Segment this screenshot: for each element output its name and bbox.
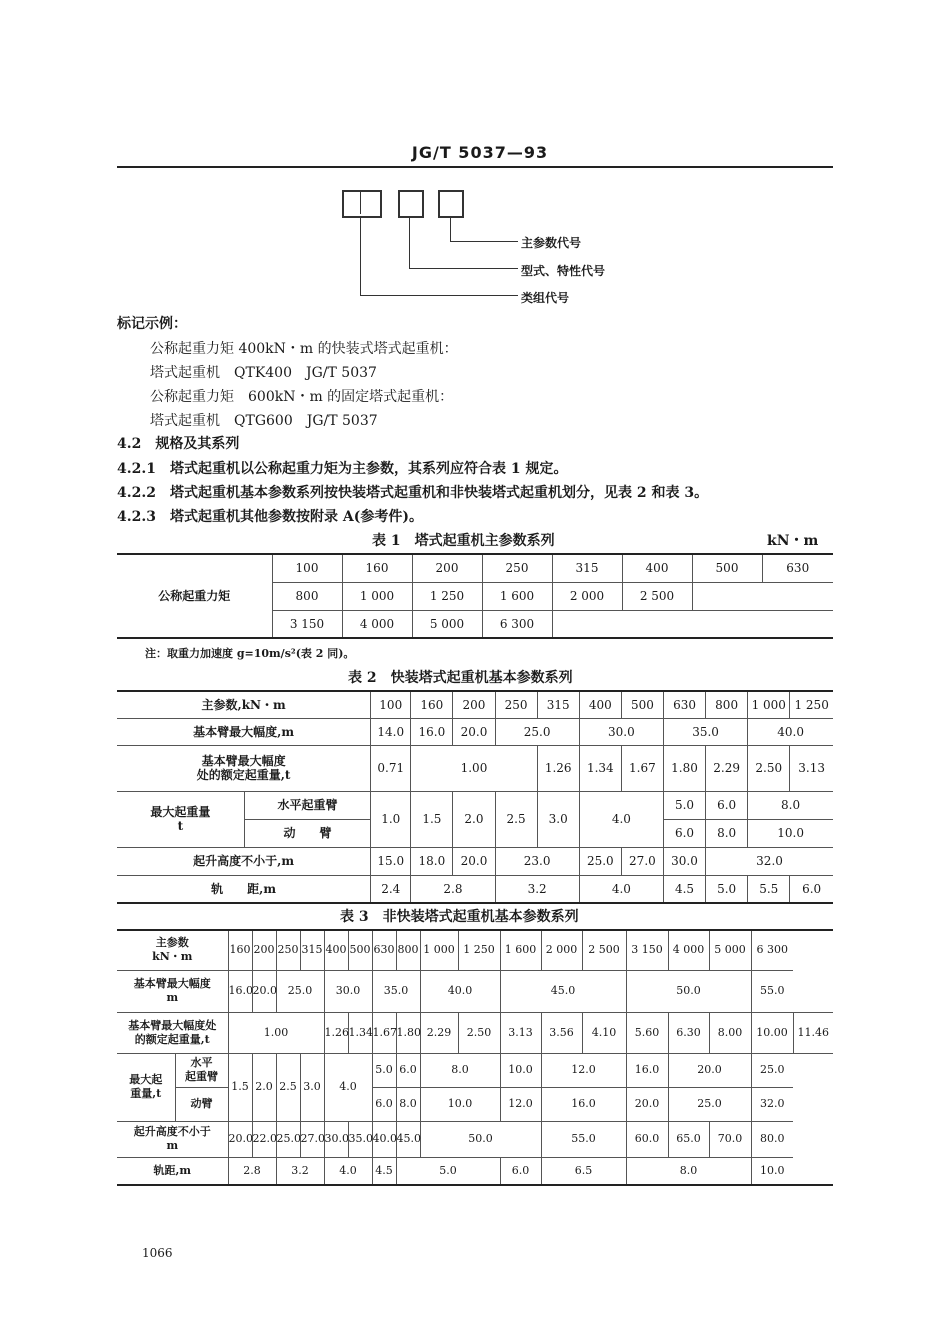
t3-cell: 1 250 [458,930,500,970]
t2-cell: 20.0 [453,847,495,875]
header-rule [117,166,833,168]
t3-label-max-radius-line1: 基本臂最大幅度 [133,977,211,990]
t2-label-track-gauge: 轨 距,m [117,875,371,903]
t3-cell: 4.5 [372,1157,396,1185]
section-item: 4.2.2 塔式起重机基本参数系列按快装塔式起重机和非快装塔式起重机划分，见表 2 和表 3。 [117,485,709,501]
t2-cell: 14.0 [371,718,411,745]
t3-cell: 2.29 [420,1012,458,1053]
table1-cell: 160 [342,554,412,582]
table3 [117,929,833,1186]
t2-label-max-load-unit: t [177,819,184,833]
code-box-3 [438,190,464,218]
t3-cell: 20.0 [626,1087,668,1121]
code-box-1 [342,190,382,218]
t3-cell: 6.0 [396,1053,420,1087]
t2-cell: 8.0 [748,791,833,819]
t2-cell: 3.0 [537,791,579,847]
t2-cell: 15.0 [371,847,411,875]
t3-cell: 315 [300,930,324,970]
t2-cell: 500 [621,691,663,718]
table1-cell: 250 [482,554,552,582]
t2-cell: 160 [411,691,453,718]
t3-cell: 10.0 [751,1157,793,1185]
t3-cell: 55.0 [541,1121,626,1157]
t2-cell: 4.0 [579,875,663,903]
label-group-code: 类组代号 [521,291,570,305]
table1-empty-cell [552,610,833,638]
t3-cell: 1.34 [348,1012,372,1053]
t2-label-rated-load [117,745,371,791]
t3-cell: 45.0 [396,1121,420,1157]
t3-label-luffing-boom: 动臂 [175,1087,228,1121]
example-title: 标记示例： [117,316,187,332]
t2-cell: 200 [453,691,495,718]
table1-cell: 6 300 [482,610,552,638]
table1-cell: 2 000 [552,582,622,610]
t2-cell: 2.0 [453,791,495,847]
t3-label-max-radius-line2: m [166,991,179,1004]
t2-cell: 3.2 [495,875,579,903]
section-item: 4.2.3 塔式起重机其他参数按附录 A(参考件)。 [117,509,423,525]
t2-cell: 8.0 [706,819,748,847]
t3-label-main-param [117,930,228,970]
t3-cell: 32.0 [751,1087,793,1121]
t3-cell: 20.0 [252,970,276,1012]
t3-cell: 1.26 [324,1012,348,1053]
t3-cell: 40.0 [372,1121,396,1157]
t2-cell: 5.0 [663,791,705,819]
t3-label-main-param-line1: 主参数 [155,936,189,950]
t3-label-horizontal-line1: 水平 [190,1056,213,1069]
t2-label-luffing-boom: 动 臂 [244,819,370,847]
t3-cell: 30.0 [324,970,372,1012]
t2-cell: 1.67 [621,745,663,791]
t3-cell: 1.67 [372,1012,396,1053]
t2-cell: 1 000 [748,691,790,718]
table1-cell: 400 [622,554,692,582]
t3-label-max-load-line2: 重量,t [130,1087,162,1100]
t3-cell: 500 [348,930,372,970]
t2-cell: 5.5 [748,875,790,903]
t3-cell: 10.00 [751,1012,793,1053]
t3-cell: 22.0 [252,1121,276,1157]
t2-cell: 23.0 [495,847,579,875]
t3-cell: 35.0 [348,1121,372,1157]
t2-cell: 1 250 [790,691,833,718]
t2-cell: 400 [579,691,621,718]
table1-cell: 800 [272,582,342,610]
t2-cell: 27.0 [621,847,663,875]
t3-cell: 27.0 [300,1121,324,1157]
t3-cell: 50.0 [420,1121,541,1157]
t2-cell: 4.5 [663,875,705,903]
t3-cell: 6.0 [500,1157,541,1185]
table1-cell: 1 600 [482,582,552,610]
leader-line [450,241,518,242]
t3-cell: 16.0 [626,1053,668,1087]
t2-cell: 1.34 [579,745,621,791]
leader-line [360,295,518,296]
t2-cell: 2.29 [706,745,748,791]
t2-cell: 0.71 [371,745,411,791]
code-box-2 [398,190,424,218]
table1-unit: kN・m [767,533,819,549]
t3-cell: 1.80 [396,1012,420,1053]
t3-cell: 16.0 [541,1087,626,1121]
t3-cell: 4.10 [582,1012,626,1053]
table1-cell: 200 [412,554,482,582]
table1-empty-cell [692,582,833,610]
t3-cell: 400 [324,930,348,970]
t3-label-max-radius [117,970,228,1012]
t3-cell: 5.0 [396,1157,500,1185]
t3-cell: 2.50 [458,1012,500,1053]
table1-cell: 315 [552,554,622,582]
t3-cell: 3.0 [300,1053,324,1121]
table1-cell: 5 000 [412,610,482,638]
t2-cell: 2.4 [371,875,411,903]
t2-label-lift-height: 起升高度不小于,m [117,847,371,875]
table1-cell: 3 150 [272,610,342,638]
table2 [117,690,833,904]
t2-label-main-param: 主参数,kN・m [117,691,371,718]
t3-cell: 70.0 [709,1121,751,1157]
t2-cell: 30.0 [579,718,663,745]
t3-cell: 6.0 [372,1087,396,1121]
t3-cell: 4.0 [324,1157,372,1185]
t3-cell: 8.0 [420,1053,500,1087]
table1-cell: 1 000 [342,582,412,610]
t3-cell: 3.56 [541,1012,582,1053]
t2-cell: 6.0 [706,791,748,819]
t3-cell: 5.60 [626,1012,668,1053]
t3-label-track-gauge: 轨距,m [117,1157,228,1185]
t3-cell: 800 [396,930,420,970]
t2-cell: 250 [495,691,537,718]
t3-cell: 8.00 [709,1012,751,1053]
t2-cell: 1.26 [537,745,579,791]
example-line: 塔式起重机 QTG600 JG/T 5037 [150,413,378,429]
section-item: 4.2.1 塔式起重机以公称起重力矩为主参数，其系列应符合表 1 规定。 [117,461,568,477]
t2-label-horizontal-boom: 水平起重臂 [244,791,370,819]
t3-cell: 25.0 [751,1053,793,1087]
t2-cell: 30.0 [663,847,705,875]
t3-label-horizontal-boom [175,1053,228,1087]
table2-caption: 表 2 快装塔式起重机基本参数系列 [348,670,573,686]
t3-cell: 25.0 [276,970,324,1012]
table1-note: 注：取重力加速度 g=10m/s²(表 2 同)。 [145,647,355,660]
t2-cell: 20.0 [453,718,495,745]
t3-label-rated-load-line1: 基本臂最大幅度处 [128,1018,217,1032]
t3-cell: 60.0 [626,1121,668,1157]
code-box-1-divider [360,192,361,214]
t3-cell: 20.0 [668,1053,751,1087]
t2-cell: 10.0 [748,819,833,847]
t2-label-max-load [117,791,244,847]
t3-cell: 2.8 [228,1157,276,1185]
t3-cell: 1.5 [228,1053,252,1121]
section-heading: 4.2 规格及其系列 [117,436,240,452]
table1-row-label: 公称起重力矩 [117,554,272,638]
t2-cell: 315 [537,691,579,718]
t3-cell: 4 000 [668,930,709,970]
t2-cell: 2.8 [411,875,495,903]
leader-line [409,268,518,269]
t3-label-rated-load-line2: 的额定起重量,t [134,1032,210,1046]
t3-cell: 6 300 [751,930,793,970]
t2-cell: 1.0 [371,791,411,847]
table1-caption: 表 1 塔式起重机主参数系列 [372,533,555,549]
t3-cell: 250 [276,930,300,970]
t3-cell: 20.0 [228,1121,252,1157]
example-line: 塔式起重机 QTK400 JG/T 5037 [150,365,377,381]
t2-cell: 18.0 [411,847,453,875]
label-type-code: 型式、特性代号 [521,264,606,278]
label-main-param-code: 主参数代号 [521,236,582,250]
t3-cell: 40.0 [420,970,500,1012]
t3-cell: 45.0 [500,970,626,1012]
t2-cell: 100 [371,691,411,718]
example-line: 公称起重力矩 600kN・m 的固定塔式起重机： [150,389,454,405]
t3-cell: 11.46 [793,1012,833,1053]
t3-label-rated-load [117,1012,228,1053]
t3-cell: 1 600 [500,930,541,970]
t3-label-lift-height [117,1121,228,1157]
t3-cell: 50.0 [626,970,751,1012]
t2-cell: 25.0 [495,718,579,745]
t2-cell: 35.0 [663,718,747,745]
t2-cell: 32.0 [706,847,833,875]
table1-cell: 100 [272,554,342,582]
t2-cell: 1.80 [663,745,705,791]
t3-cell: 4.0 [324,1053,372,1121]
table1-cell: 2 500 [622,582,692,610]
t2-cell: 6.0 [663,819,705,847]
t2-cell: 6.0 [790,875,833,903]
t3-cell: 200 [252,930,276,970]
table1-cell: 630 [762,554,833,582]
t3-cell: 2 500 [582,930,626,970]
t3-cell: 160 [228,930,252,970]
t3-cell: 10.0 [500,1053,541,1087]
t3-cell: 8.0 [396,1087,420,1121]
t3-cell: 2 000 [541,930,582,970]
t2-cell: 1.5 [411,791,453,847]
t3-cell: 5.0 [372,1053,396,1087]
t2-cell: 5.0 [706,875,748,903]
t2-cell: 2.5 [495,791,537,847]
t2-label-max-radius: 基本臂最大幅度,m [117,718,371,745]
table3-caption: 表 3 非快装塔式起重机基本参数系列 [340,909,579,925]
example-line: 公称起重力矩 400kN・m 的快装式塔式起重机： [150,341,458,357]
t3-cell: 8.0 [626,1157,751,1185]
t3-label-main-param-line2: kN・m [152,950,193,964]
t2-label-rated-load-line1: 基本臂最大幅度 [201,754,286,768]
table1-cell: 4 000 [342,610,412,638]
t3-cell: 16.0 [228,970,252,1012]
t3-cell: 3.2 [276,1157,324,1185]
t3-label-max-load-line1: 最大起 [129,1073,163,1086]
t3-cell: 1 000 [420,930,458,970]
t3-label-lift-height-line2: m [166,1139,179,1152]
t3-cell: 35.0 [372,970,420,1012]
table1-cell: 1 250 [412,582,482,610]
t2-cell: 16.0 [411,718,453,745]
t2-cell: 800 [706,691,748,718]
leader-line [360,216,361,296]
leader-line [409,216,410,269]
t3-cell: 55.0 [751,970,793,1012]
t3-cell: 65.0 [668,1121,709,1157]
t3-cell: 80.0 [751,1121,793,1157]
t2-label-max-load-line1: 最大起重量 [150,805,211,819]
t2-cell: 4.0 [579,791,663,847]
t3-cell: 2.5 [276,1053,300,1121]
standard-number: JG/T 5037—93 [411,143,549,162]
t3-label-max-load [117,1053,175,1121]
t2-cell: 630 [663,691,705,718]
t3-cell: 10.0 [420,1087,500,1121]
t3-cell: 3.13 [500,1012,541,1053]
t3-cell: 6.5 [541,1157,626,1185]
t3-cell: 5 000 [709,930,751,970]
t3-cell: 1.00 [228,1012,324,1053]
t3-cell: 12.0 [541,1053,626,1087]
page-number: 1066 [142,1246,173,1260]
t2-cell: 1.00 [411,745,537,791]
t2-cell: 3.13 [790,745,833,791]
t2-label-rated-load-line2: 处的额定起重量,t [196,768,291,782]
t3-cell: 630 [372,930,396,970]
t3-cell: 25.0 [668,1087,751,1121]
t3-label-lift-height-line1: 起升高度不小于 [133,1125,211,1138]
t3-cell: 12.0 [500,1087,541,1121]
t2-cell: 2.50 [748,745,790,791]
t3-cell: 6.30 [668,1012,709,1053]
leader-line [450,216,451,242]
table1-cell: 500 [692,554,762,582]
t3-cell: 2.0 [252,1053,276,1121]
t3-cell: 30.0 [324,1121,348,1157]
t3-cell: 25.0 [276,1121,300,1157]
t2-cell: 25.0 [579,847,621,875]
table1 [117,553,833,639]
t3-label-horizontal-line2: 起重臂 [185,1070,218,1083]
t2-cell: 40.0 [748,718,833,745]
t3-cell: 3 150 [626,930,668,970]
